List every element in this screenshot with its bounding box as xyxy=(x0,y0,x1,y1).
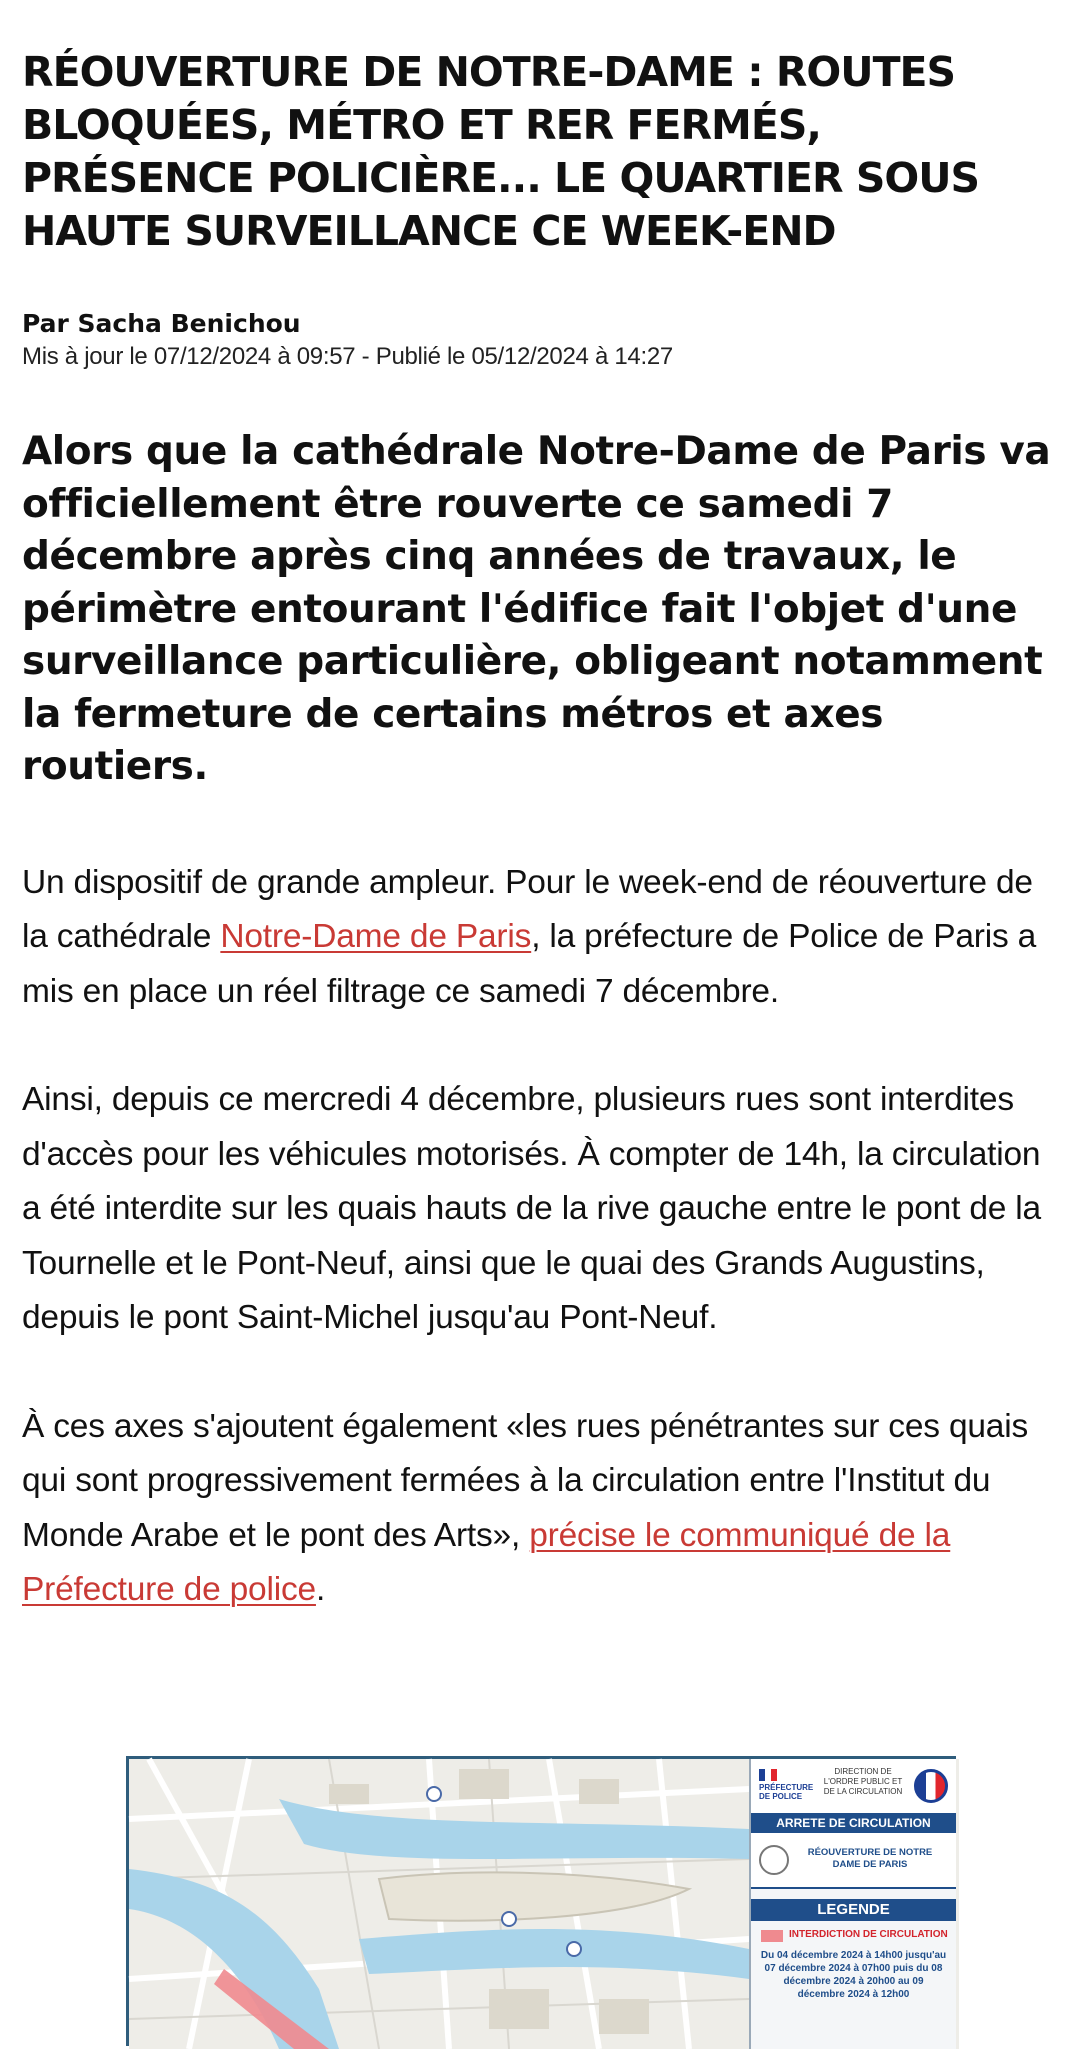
prefecture-label: PRÉFECTURE DE POLICE xyxy=(759,1783,814,1801)
paragraph-3-text-end: . xyxy=(315,1571,326,1608)
closure-dates: Du 04 décembre 2024 à 14h00 jusqu'au 07 décembre 2024 à 07h00 puis du 08 décembre 2024 à 20h00 au 09 décembre 2024 à 12h00 xyxy=(760,1950,947,2000)
arrete-banner: ARRETE DE CIRCULATION xyxy=(751,1813,956,1833)
cathedral-seal-icon xyxy=(759,1845,789,1875)
traffic-map-image[interactable] xyxy=(126,1756,956,2046)
police-badge-icon xyxy=(914,1769,948,1803)
article-page xyxy=(0,46,1080,2023)
legende-title: LEGENDE xyxy=(751,1899,956,1921)
direction-label: DIRECTION DE L'ORDRE PUBLIC ET DE LA CIRCULATION xyxy=(823,1767,903,1796)
map-legend-panel xyxy=(749,1759,956,2049)
publication-dates: Mis à jour le 07/12/2024 à 09:57 - Publié le 05/12/2024 à 14:27 xyxy=(22,343,673,370)
paragraph-1 xyxy=(22,856,1058,1020)
marianne-flag-icon xyxy=(759,1769,777,1781)
paragraph-1-text-start: Un dispositif de grande ampleur. Pour le week-end de réouverture de la cathédrale xyxy=(22,863,1033,955)
paragraph-3 xyxy=(22,1400,1058,1618)
interdiction-label: INTERDICTION DE CIRCULATION xyxy=(789,1929,948,1940)
reouverture-section xyxy=(751,1833,956,1889)
article-headline: RÉOUVERTURE DE NOTRE-DAME : ROUTES BLOQUÉES, MÉTRO ET RER FERMÉS, PRÉSENCE POLICIÈRE... LE QUARTIER SOUS HAUTE SURVEILLANCE CE WEEK-END xyxy=(22,48,980,255)
paragraph-1-text-end: , la préfecture de Police de Paris a mis en place un réel filtrage ce samedi 7 décembre. xyxy=(22,918,1037,1010)
author-byline[interactable]: Par Sacha Benichou xyxy=(22,309,301,338)
paragraph-2: Ainsi, depuis ce mercredi 4 décembre, plusieurs rues sont interdites d'accès pour les véhicules motorisés. À compter de 14h, la circulation a été interdite sur les quais hauts de la rive gauche entre le pont de la Tournelle et le Pont-Neuf, ainsi que le quai des Grands Augustins, depuis le pont Saint-Michel jusqu'au Pont-Neuf. xyxy=(22,1081,1041,1336)
notre-dame-link[interactable]: Notre-Dame de Paris xyxy=(220,918,532,955)
paragraph-3-text-start: À ces axes s'ajoutent également «les rues pénétrantes sur ces quais qui sont progressivement fermées à la circulation entre l'Institut du Monde Arabe et le pont des Arts», xyxy=(22,1407,1029,1554)
closure-swatch xyxy=(761,1930,783,1942)
interdiction-row xyxy=(751,1927,956,1945)
article-lede: Alors que la cathédrale Notre-Dame de Paris va officiellement être rouverte ce samedi 7 décembre après cinq années de travaux, le périmètre entourant l'édifice fait l'objet d'une surveillance particulière, obligeant notamment la fermeture de certains métros et axes routiers. xyxy=(22,429,1051,789)
prefecture-communique-link[interactable]: précise le communiqué de la Préfecture de police xyxy=(22,1516,951,1608)
reouverture-label: RÉOUVERTURE DE NOTRE DAME DE PARIS xyxy=(807,1847,933,1870)
legend-header xyxy=(751,1759,956,1813)
